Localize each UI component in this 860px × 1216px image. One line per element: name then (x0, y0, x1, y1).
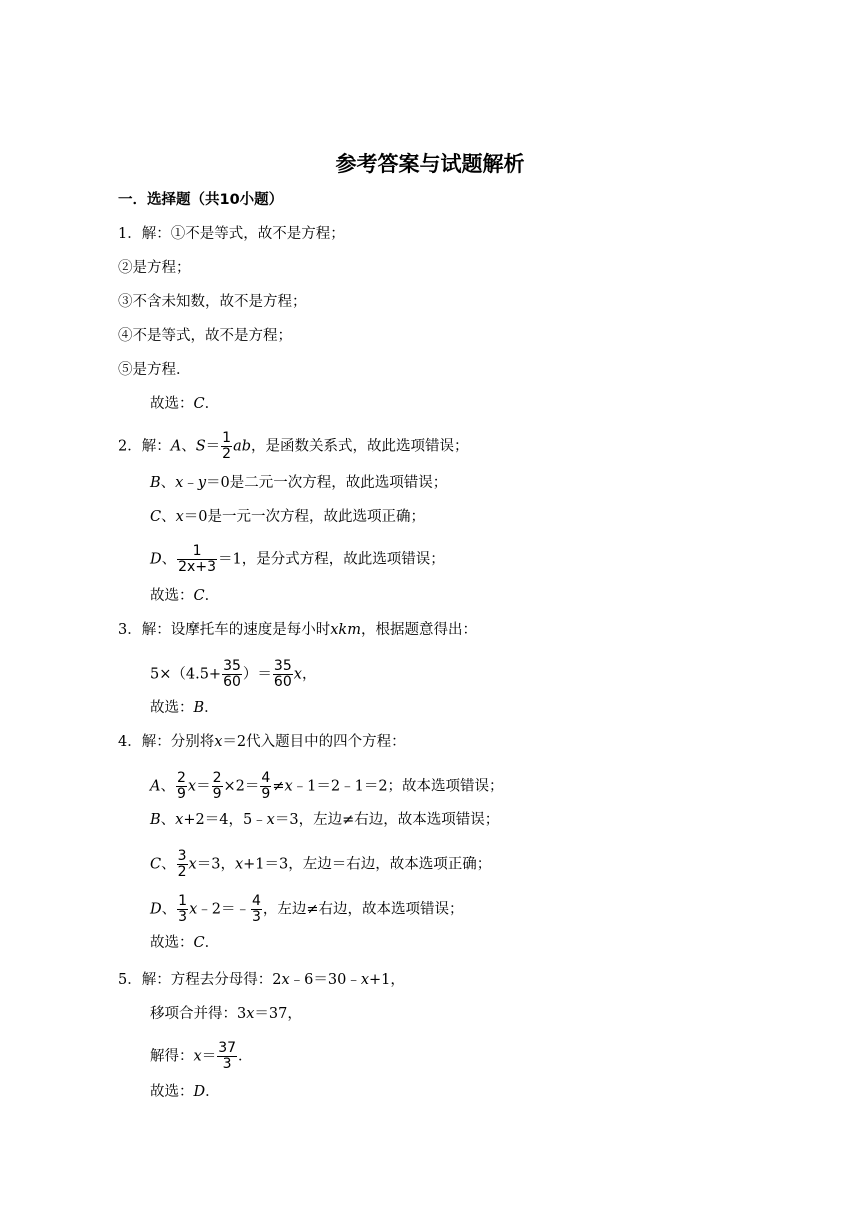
q4-answer: 故选：C． (150, 935, 220, 951)
q1-line-1: 1．解：①不是等式，故不是方程； (118, 226, 345, 242)
q1-line-5: ⑤是方程． (118, 362, 191, 378)
q2-answer: 故选：C． (150, 588, 220, 604)
q2-option-c: C、x＝0是一元一次方程，故此选项正确； (150, 509, 426, 525)
q2-option-b: B、x﹣y＝0是二元一次方程，故此选项错误； (150, 475, 448, 491)
page-title: 参考答案与试题解析 (335, 152, 525, 176)
fraction: $\frac{2}{9}$ (176, 770, 186, 802)
q4-option-b: B、x+2＝4，5﹣x＝3，左边≠右边，故本选项错误； (150, 812, 500, 828)
fraction: $\frac{35}{60}$ (223, 658, 241, 690)
fraction: $\frac{2}{9}$ (212, 770, 222, 802)
fraction: $\frac{1}{2}$ (222, 430, 232, 462)
q4-option-c: C、 $\frac{3}{2}$ x＝3，x+1＝3，左边＝右边，故本选项正确； (150, 848, 492, 880)
q3-answer: 故选：B． (150, 700, 219, 716)
q4-option-a: A、 $\frac{2}{9}$ x＝ $\frac{2}{9}$ ×2＝ $\frac{4}{9}$ ≠x﹣1＝2﹣1＝2；故本选项错误； (150, 770, 504, 802)
q1-line-4: ④不是等式，故不是方程； (118, 328, 292, 344)
q4-line-1: 4．解：分别将x＝2代入题目中的四个方程： (118, 734, 406, 750)
q2-option-a: 2．解：A、S＝ $\frac{1}{2}$ ab，是函数关系式，故此选项错误； (118, 430, 469, 462)
q5-line-1: 5．解：方程去分母得：2x﹣6＝30﹣x+1， (118, 972, 405, 988)
q5-answer: 故选：D． (150, 1084, 220, 1100)
q5-line-2: 移项合并得：3x＝37， (150, 1006, 302, 1022)
fraction: $\frac{4}{9}$ (261, 770, 271, 802)
section-heading: 一．选择题（共10小题） (118, 192, 284, 208)
q4-option-d: D、 $\frac{1}{3}$ x﹣2＝﹣ $\frac{4}{3}$ ，左边≠右边，故本选项错误； (150, 893, 464, 925)
q1-answer: 故选：C． (150, 396, 220, 412)
fraction: $\frac{3}{2}$ (177, 848, 187, 880)
fraction: $\frac{35}{60}$ (273, 658, 292, 690)
q3-equation: 5×（4.5+ $\frac{35}{60}$ ）＝ $\frac{35}{60}$ x， (150, 658, 317, 690)
q1-line-2: ②是方程； (118, 260, 191, 276)
q1-line-3: ③不含未知数，故不是方程； (118, 294, 307, 310)
q3-line-1: 3．解：设摩托车的速度是每小时xkm，根据题意得出： (118, 622, 477, 638)
fraction: $\frac{37}{3}$ (218, 1040, 237, 1072)
q5-line-3: 解得：x＝ $\frac{37}{3}$ ． (150, 1040, 253, 1072)
fraction: $\frac{1}{3}$ (178, 893, 188, 925)
q2-option-d: D、 $\frac{1}{2x+3}$ ＝1，是分式方程，故此选项错误； (150, 543, 445, 575)
fraction: $\frac{4}{3}$ (251, 893, 261, 925)
fraction: $\frac{1}{2x+3}$ (178, 543, 216, 575)
